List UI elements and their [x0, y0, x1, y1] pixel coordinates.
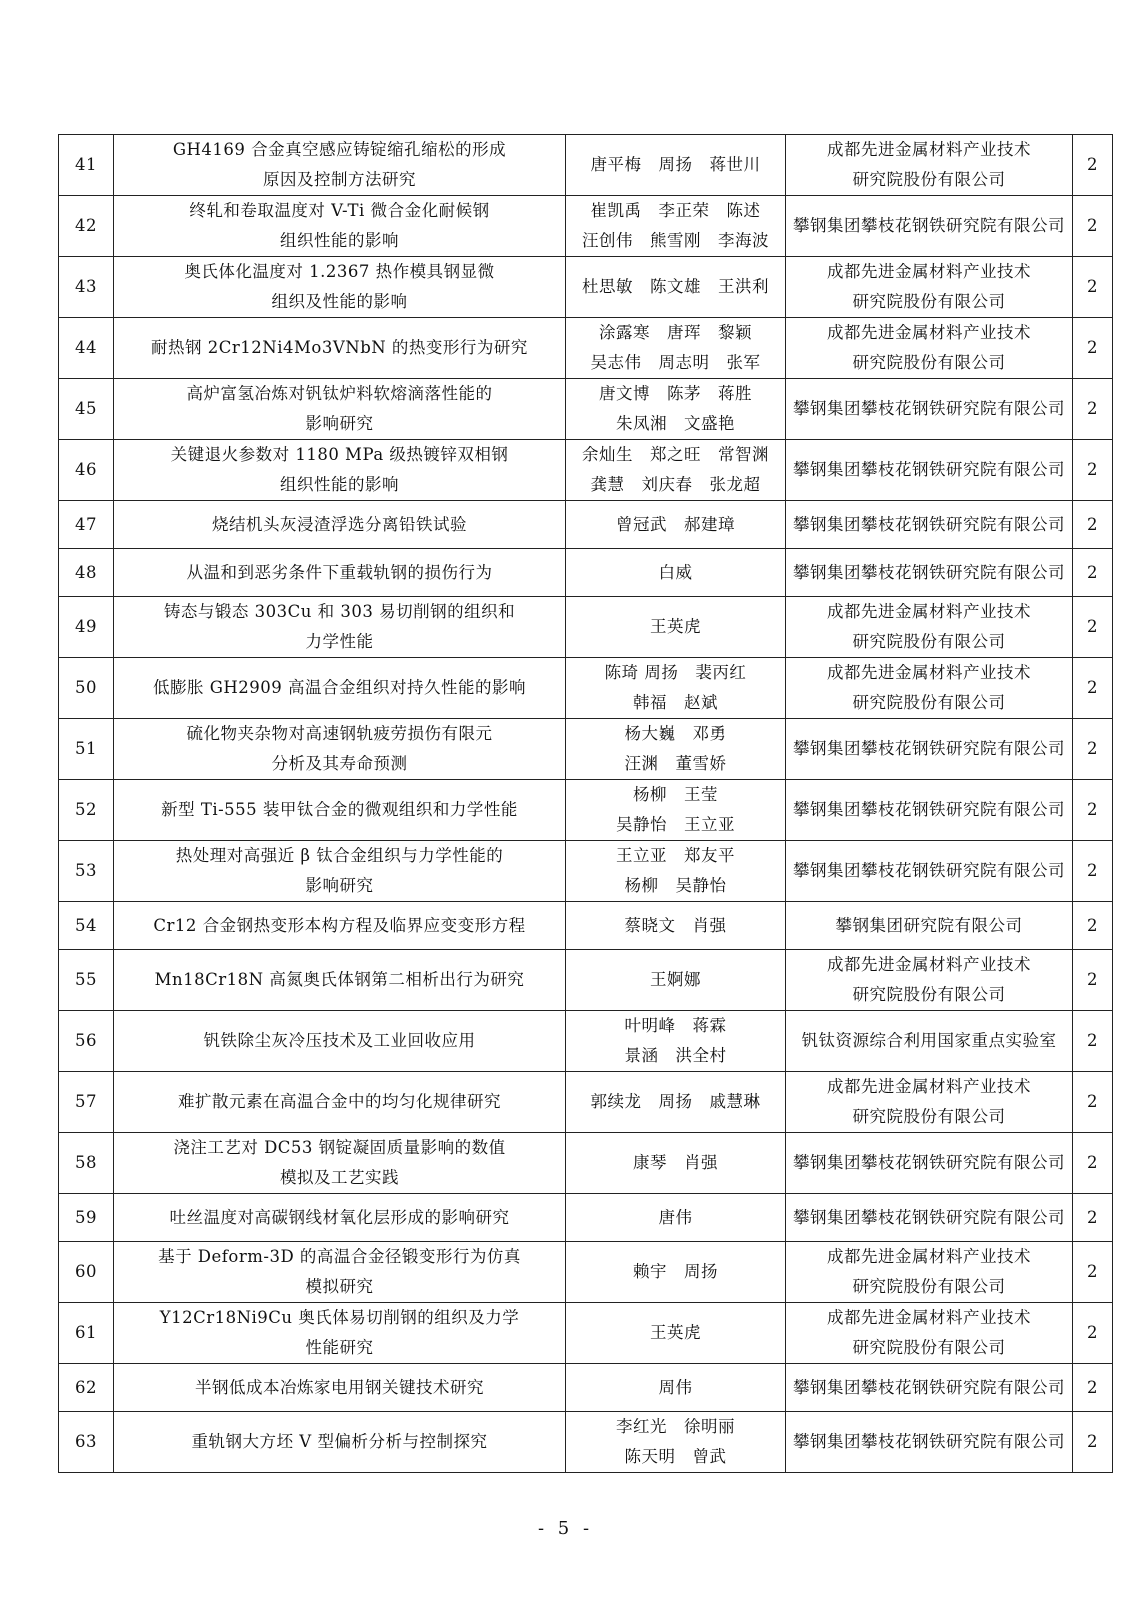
authors-line: 唐文博 陈茅 蒋胜 [599, 384, 752, 403]
table-row [59, 658, 1113, 719]
paper-title [114, 257, 566, 318]
count-cell: 2 [1073, 257, 1113, 318]
organization [786, 1242, 1073, 1303]
row-number: 63 [59, 1412, 114, 1473]
authors [566, 841, 786, 902]
paper-title-line: Mn18Cr18N 高氮奥氏体钢第二相析出行为研究 [154, 970, 525, 989]
authors [566, 135, 786, 196]
count-cell: 2 [1073, 501, 1113, 549]
table-row [59, 1242, 1113, 1303]
row-number: 58 [59, 1133, 114, 1194]
authors-line: 涂露寒 唐珲 黎颖 [599, 323, 752, 342]
organization-line: 成都先进金属材料产业技术 [827, 323, 1031, 342]
authors [566, 318, 786, 379]
count-cell: 2 [1073, 1072, 1113, 1133]
paper-title-line: 性能研究 [305, 1338, 374, 1357]
table-row [59, 1364, 1113, 1412]
organization [786, 549, 1073, 597]
paper-title [114, 1303, 566, 1364]
paper-title [114, 440, 566, 501]
organization-line: 成都先进金属材料产业技术 [827, 140, 1031, 159]
authors [566, 902, 786, 950]
count-cell: 2 [1073, 902, 1113, 950]
organization [786, 501, 1073, 549]
row-number: 44 [59, 318, 114, 379]
count-cell: 2 [1073, 318, 1113, 379]
row-number: 56 [59, 1011, 114, 1072]
row-number: 57 [59, 1072, 114, 1133]
table-row [59, 257, 1113, 318]
authors [566, 501, 786, 549]
row-number: 45 [59, 379, 114, 440]
authors-line: 陈琦 周扬 裴丙红 [604, 663, 747, 682]
paper-title [114, 379, 566, 440]
paper-title-line: 组织性能的影响 [280, 231, 399, 250]
organization [786, 1133, 1073, 1194]
count-cell: 2 [1073, 1364, 1113, 1412]
count-cell: 2 [1073, 658, 1113, 719]
organization [786, 719, 1073, 780]
organization [786, 780, 1073, 841]
organization-line: 攀钢集团攀枝花钢铁研究院有限公司 [793, 1377, 1065, 1397]
table-row [59, 1011, 1113, 1072]
count-cell: 2 [1073, 719, 1113, 780]
table-row [59, 1133, 1113, 1194]
organization [786, 1072, 1073, 1133]
count-cell: 2 [1073, 1011, 1113, 1072]
authors-line: 王婀娜 [650, 970, 701, 989]
table-row [59, 501, 1113, 549]
row-number: 59 [59, 1194, 114, 1242]
organization-line: 成都先进金属材料产业技术 [827, 663, 1031, 682]
table-row [59, 1072, 1113, 1133]
table-row [59, 780, 1113, 841]
organization-line: 成都先进金属材料产业技术 [827, 1308, 1031, 1327]
authors [566, 379, 786, 440]
paper-title-line: 基于 Deform-3D 的高温合金径锻变形行为仿真 [158, 1247, 521, 1266]
organization [786, 196, 1073, 257]
paper-title-line: 组织性能的影响 [280, 475, 399, 494]
paper-title [114, 135, 566, 196]
paper-title-line: 铸态与锻态 303Cu 和 303 易切削钢的组织和 [163, 602, 516, 621]
authors [566, 658, 786, 719]
paper-title-line: 模拟及工艺实践 [280, 1168, 399, 1187]
authors-line: 唐平梅 周扬 蒋世川 [590, 155, 761, 174]
organization-line: 研究院股份有限公司 [852, 1338, 1006, 1357]
authors-line: 杨大巍 邓勇 [624, 724, 727, 743]
authors [566, 257, 786, 318]
row-number: 55 [59, 950, 114, 1011]
paper-title [114, 841, 566, 902]
count-cell: 2 [1073, 1194, 1113, 1242]
organization-line: 攀钢集团攀枝花钢铁研究院有限公司 [793, 800, 1065, 819]
count-cell: 2 [1073, 1303, 1113, 1364]
paper-title [114, 1072, 566, 1133]
authors-line: 汪创伟 熊雪刚 李海波 [582, 231, 769, 250]
authors [566, 1194, 786, 1242]
row-number: 61 [59, 1303, 114, 1364]
paper-title-line: 低膨胀 GH2909 高温合金组织对持久性能的影响 [152, 678, 527, 697]
row-number: 53 [59, 841, 114, 902]
authors-line: 曾冠武 郝建璋 [616, 514, 735, 534]
table-row [59, 318, 1113, 379]
paper-title [114, 318, 566, 379]
table-row [59, 379, 1113, 440]
authors [566, 440, 786, 501]
paper-title [114, 780, 566, 841]
authors-line: 余灿生 郑之旺 常智渊 [582, 445, 769, 464]
organization [786, 440, 1073, 501]
authors [566, 597, 786, 658]
row-number: 49 [59, 597, 114, 658]
authors-line: 汪渊 董雪娇 [624, 754, 727, 773]
organization [786, 902, 1073, 950]
row-number: 51 [59, 719, 114, 780]
paper-title [114, 1412, 566, 1473]
organization [786, 379, 1073, 440]
paper-title-line: 分析及其寿命预测 [271, 754, 408, 773]
count-cell: 2 [1073, 379, 1113, 440]
count-cell: 2 [1073, 440, 1113, 501]
authors [566, 549, 786, 597]
table-body [59, 135, 1113, 1473]
count-cell: 2 [1073, 1412, 1113, 1473]
table-row [59, 135, 1113, 196]
organization [786, 658, 1073, 719]
organization-line: 研究院股份有限公司 [852, 985, 1006, 1004]
paper-title-line: 烧结机头灰浸渣浮选分离铅铁试验 [212, 514, 467, 534]
organization-line: 攀钢集团攀枝花钢铁研究院有限公司 [793, 460, 1065, 479]
authors [566, 1364, 786, 1412]
paper-title [114, 1133, 566, 1194]
paper-title-line: 原因及控制方法研究 [263, 170, 416, 189]
organization [786, 1303, 1073, 1364]
paper-title-line: 模拟研究 [305, 1277, 374, 1296]
paper-title-line: 半钢低成本冶炼家电用钢关键技术研究 [195, 1377, 484, 1397]
row-number: 42 [59, 196, 114, 257]
organization-line: 研究院股份有限公司 [852, 632, 1006, 651]
organization-line: 攀钢集团攀枝花钢铁研究院有限公司 [793, 216, 1065, 235]
row-number: 48 [59, 549, 114, 597]
paper-title [114, 597, 566, 658]
paper-title [114, 719, 566, 780]
authors [566, 1011, 786, 1072]
table-row [59, 549, 1113, 597]
organization-line: 攀钢集团攀枝花钢铁研究院有限公司 [793, 1432, 1065, 1451]
count-cell: 2 [1073, 1133, 1113, 1194]
paper-title-line: 难扩散元素在高温合金中的均匀化规律研究 [178, 1092, 501, 1111]
paper-title [114, 1242, 566, 1303]
paper-title-line: 高炉富氢冶炼对钒钛炉料软熔滴落性能的 [186, 384, 493, 403]
organization [786, 135, 1073, 196]
table-row [59, 950, 1113, 1011]
page-number: - 5 - [537, 1518, 594, 1539]
paper-title-line: Cr12 合金钢热变形本构方程及临界应变变形方程 [153, 915, 526, 935]
organization-line: 研究院股份有限公司 [852, 1277, 1006, 1296]
row-number: 50 [59, 658, 114, 719]
organization-line: 攀钢集团攀枝花钢铁研究院有限公司 [793, 1207, 1065, 1227]
paper-title-line: 终轧和卷取温度对 V-Ti 微合金化耐候钢 [189, 201, 490, 220]
table-row [59, 1412, 1113, 1473]
paper-title [114, 902, 566, 950]
authors [566, 1133, 786, 1194]
paper-title-line: 从温和到恶劣条件下重载轨钢的损伤行为 [186, 562, 493, 582]
organization [786, 318, 1073, 379]
count-cell: 2 [1073, 841, 1113, 902]
organization [786, 1412, 1073, 1473]
authors [566, 950, 786, 1011]
count-cell: 2 [1073, 950, 1113, 1011]
organization-line: 攀钢集团攀枝花钢铁研究院有限公司 [793, 514, 1065, 534]
organization-line: 研究院股份有限公司 [852, 693, 1006, 712]
table-row [59, 196, 1113, 257]
paper-title [114, 1011, 566, 1072]
count-cell: 2 [1073, 780, 1113, 841]
authors-line: 王英虎 [650, 617, 701, 636]
row-number: 54 [59, 902, 114, 950]
authors [566, 1303, 786, 1364]
table-row [59, 902, 1113, 950]
authors-line: 白威 [658, 562, 693, 582]
paper-title-line: 奥氏体化温度对 1.2367 热作模具钢显微 [184, 262, 495, 281]
table-row [59, 1194, 1113, 1242]
authors-line: 王英虎 [650, 1323, 701, 1342]
organization-line: 成都先进金属材料产业技术 [827, 955, 1031, 974]
paper-title [114, 196, 566, 257]
organization [786, 1364, 1073, 1412]
paper-title-line: 关键退火参数对 1180 MPa 级热镀锌双相钢 [170, 445, 509, 464]
organization-line: 研究院股份有限公司 [852, 1107, 1006, 1126]
table-row [59, 597, 1113, 658]
authors-line: 陈天明 曾武 [624, 1447, 727, 1466]
organization-line: 研究院股份有限公司 [852, 353, 1006, 372]
organization [786, 841, 1073, 902]
count-cell: 2 [1073, 1242, 1113, 1303]
paper-title-line: 吐丝温度对高碳钢线材氧化层形成的影响研究 [169, 1207, 510, 1227]
count-cell: 2 [1073, 549, 1113, 597]
paper-title-line: 耐热钢 2Cr12Ni4Mo3VNbN 的热变形行为研究 [151, 338, 528, 357]
paper-title-line: 热处理对高强近 β 钛合金组织与力学性能的 [175, 846, 504, 865]
paper-title [114, 501, 566, 549]
authors-line: 朱凤湘 文盛艳 [616, 414, 735, 433]
authors [566, 1072, 786, 1133]
paper-title-line: 新型 Ti-555 装甲钛合金的微观组织和力学性能 [161, 800, 518, 819]
count-cell: 2 [1073, 135, 1113, 196]
paper-title-line: 硫化物夹杂物对高速钢轨疲劳损伤有限元 [186, 724, 493, 743]
organization [786, 1011, 1073, 1072]
row-number: 46 [59, 440, 114, 501]
authors-line: 周伟 [658, 1377, 693, 1397]
table-row [59, 440, 1113, 501]
authors-line: 赖宇 周扬 [633, 1262, 718, 1281]
row-number: 43 [59, 257, 114, 318]
row-number: 52 [59, 780, 114, 841]
paper-title-line: 力学性能 [305, 632, 374, 651]
paper-title-line: 重轨钢大方坯 V 型偏析分析与控制探究 [191, 1432, 488, 1451]
authors-line: 唐伟 [658, 1207, 693, 1227]
organization [786, 257, 1073, 318]
paper-title [114, 549, 566, 597]
organization-line: 研究院股份有限公司 [852, 170, 1006, 189]
authors-line: 蔡晓文 肖强 [624, 915, 727, 935]
row-number: 60 [59, 1242, 114, 1303]
organization-line: 成都先进金属材料产业技术 [827, 602, 1031, 621]
count-cell: 2 [1073, 196, 1113, 257]
paper-title [114, 658, 566, 719]
count-cell: 2 [1073, 597, 1113, 658]
table-row [59, 719, 1113, 780]
organization-line: 钒钛资源综合利用国家重点实验室 [801, 1031, 1057, 1050]
authors-line: 杨柳 吴静怡 [624, 876, 727, 895]
paper-title [114, 1364, 566, 1412]
authors [566, 1412, 786, 1473]
paper-title-line: 影响研究 [305, 414, 374, 433]
paper-title [114, 1194, 566, 1242]
organization [786, 1194, 1073, 1242]
organization-line: 研究院股份有限公司 [852, 292, 1006, 311]
table-row [59, 1303, 1113, 1364]
authors-line: 崔凯禹 李正荣 陈述 [590, 201, 761, 220]
authors-line: 景涵 洪全村 [624, 1046, 727, 1065]
organization-line: 攀钢集团攀枝花钢铁研究院有限公司 [793, 739, 1065, 758]
row-number: 47 [59, 501, 114, 549]
authors [566, 1242, 786, 1303]
authors-line: 杨柳 王莹 [633, 785, 718, 804]
organization-line: 成都先进金属材料产业技术 [827, 1077, 1031, 1096]
paper-title-line: 组织及性能的影响 [271, 292, 408, 311]
organization-line: 攀钢集团研究院有限公司 [835, 915, 1023, 935]
results-table [58, 134, 1113, 1473]
row-number: 62 [59, 1364, 114, 1412]
organization [786, 597, 1073, 658]
organization-line: 攀钢集团攀枝花钢铁研究院有限公司 [793, 1153, 1065, 1172]
organization-line: 攀钢集团攀枝花钢铁研究院有限公司 [793, 562, 1065, 582]
paper-title [114, 950, 566, 1011]
organization-line: 攀钢集团攀枝花钢铁研究院有限公司 [793, 399, 1065, 418]
paper-title-line: 钒铁除尘灰冷压技术及工业回收应用 [203, 1031, 476, 1050]
authors-line: 吴静怡 王立亚 [616, 815, 735, 834]
table-row [59, 841, 1113, 902]
row-number: 41 [59, 135, 114, 196]
authors [566, 196, 786, 257]
organization-line: 成都先进金属材料产业技术 [827, 262, 1031, 281]
authors [566, 780, 786, 841]
authors-line: 龚慧 刘庆春 张龙超 [590, 475, 761, 494]
paper-title-line: Y12Cr18Ni9Cu 奥氏体易切削钢的组织及力学 [159, 1308, 520, 1327]
authors-line: 李红光 徐明丽 [616, 1417, 735, 1436]
paper-title-line: 影响研究 [305, 876, 374, 895]
authors-line: 叶明峰 蒋霖 [624, 1016, 727, 1035]
organization-line: 成都先进金属材料产业技术 [827, 1247, 1031, 1266]
organization-line: 攀钢集团攀枝花钢铁研究院有限公司 [793, 861, 1065, 880]
authors-line: 韩福 赵斌 [633, 693, 718, 712]
paper-title-line: GH4169 合金真空感应铸锭缩孔缩松的形成 [172, 140, 507, 159]
authors-line: 王立亚 郑友平 [616, 846, 735, 865]
authors [566, 719, 786, 780]
authors-line: 吴志伟 周志明 张军 [590, 353, 761, 372]
authors-line: 郭续龙 周扬 戚慧琳 [590, 1092, 761, 1111]
authors-line: 杜思敏 陈文雄 王洪利 [582, 277, 769, 296]
organization [786, 950, 1073, 1011]
authors-line: 康琴 肖强 [633, 1153, 718, 1172]
paper-title-line: 浇注工艺对 DC53 钢锭凝固质量影响的数值 [173, 1138, 506, 1157]
